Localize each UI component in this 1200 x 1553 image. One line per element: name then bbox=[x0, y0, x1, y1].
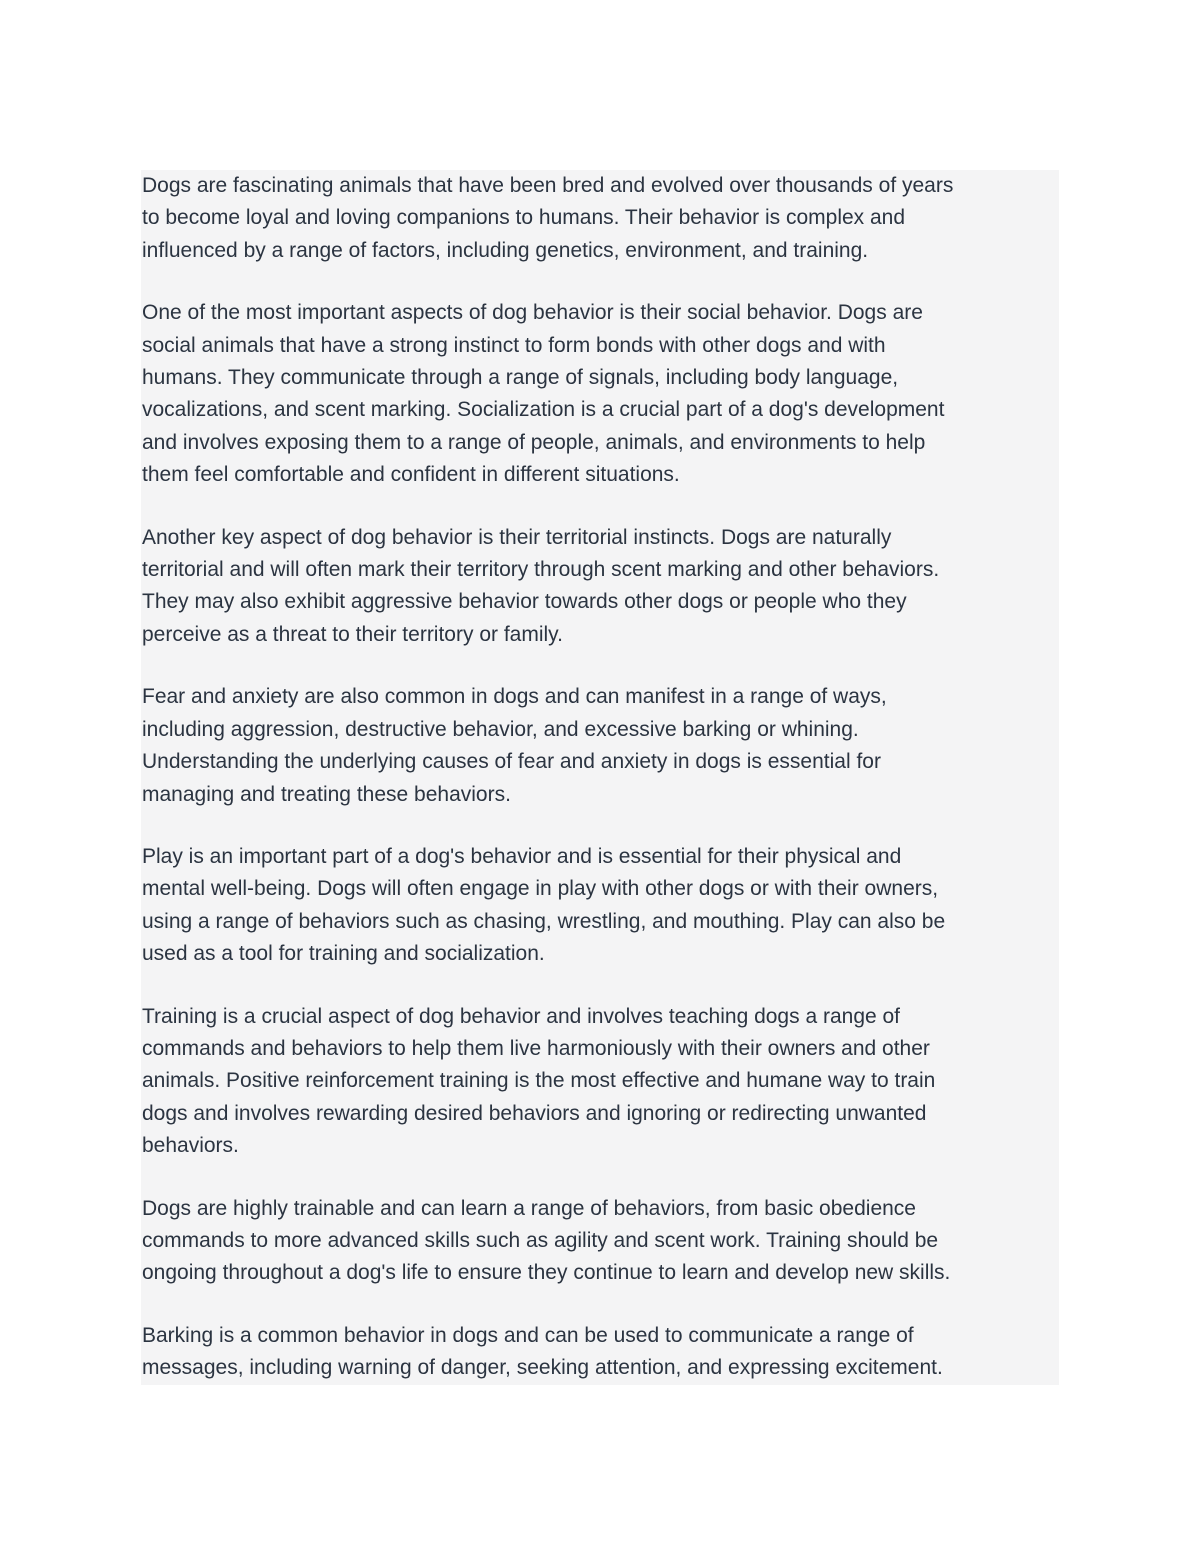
text-line: Another key aspect of dog behavior is their territorial instincts. Dogs are naturally bbox=[142, 525, 892, 549]
text-line: managing and treating these behaviors. bbox=[142, 782, 511, 806]
text-line: One of the most important aspects of dog behavior is their social behavior. Dogs are bbox=[142, 301, 923, 325]
text-line: commands and behaviors to help them live harmoniously with their owners and other bbox=[142, 1036, 930, 1060]
text-body bbox=[141, 170, 1059, 1385]
text-line: mental well-being. Dogs will often engage in play with other dogs or with their owners, bbox=[142, 877, 939, 901]
paragraph bbox=[142, 681, 1059, 811]
text-line: Play is an important part of a dog's behavior and is essential for their physical and bbox=[142, 844, 902, 868]
text-line: and involves exposing them to a range of people, animals, and environments to help bbox=[142, 430, 926, 454]
paragraph bbox=[142, 297, 1059, 491]
text-line: perceive as a threat to their territory or family. bbox=[142, 622, 563, 646]
text-line: animals. Positive reinforcement training is the most effective and humane way to train bbox=[142, 1069, 936, 1093]
paragraph bbox=[142, 841, 1059, 971]
text-line: Understanding the underlying causes of fear and anxiety in dogs is essential for bbox=[142, 750, 881, 774]
paragraph bbox=[142, 1320, 1059, 1385]
text-line: vocalizations, and scent marking. Socialization is a crucial part of a dog's development bbox=[142, 398, 945, 422]
text-line: dogs and involves rewarding desired behaviors and ignoring or redirecting unwanted bbox=[142, 1101, 927, 1125]
text-line: messages, including warning of danger, seeking attention, and expressing excitement. bbox=[142, 1356, 943, 1380]
paragraph bbox=[142, 1193, 1059, 1290]
text-line: Dogs are highly trainable and can learn a range of behaviors, from basic obedience bbox=[142, 1196, 916, 1220]
text-line: using a range of behaviors such as chasing, wrestling, and mouthing. Play can also be bbox=[142, 909, 946, 933]
text-line: Training is a crucial aspect of dog behavior and involves teaching dogs a range of bbox=[142, 1004, 901, 1028]
text-line: them feel comfortable and confident in different situations. bbox=[142, 463, 680, 487]
text-line: Barking is a common behavior in dogs and can be used to communicate a range of bbox=[142, 1323, 914, 1347]
text-line: Dogs are fascinating animals that have been bred and evolved over thousands of years bbox=[142, 174, 954, 197]
text-line: territorial and will often mark their territory through scent marking and other behaviors. bbox=[142, 558, 940, 582]
text-line: ongoing throughout a dog's life to ensure they continue to learn and develop new skills. bbox=[142, 1261, 951, 1285]
text-line: behaviors. bbox=[142, 1134, 239, 1158]
text-line: Fear and anxiety are also common in dogs and can manifest in a range of ways, bbox=[142, 685, 887, 709]
text-line: influenced by a range of factors, including genetics, environment, and training. bbox=[142, 238, 869, 262]
text-line: to become loyal and loving companions to humans. Their behavior is complex and bbox=[142, 206, 906, 230]
text-line: social animals that have a strong instinct to form bonds with other dogs and with bbox=[142, 333, 886, 357]
paragraph bbox=[142, 522, 1059, 652]
text-line: humans. They communicate through a range of signals, including body language, bbox=[142, 366, 899, 390]
text-line: used as a tool for training and socialization. bbox=[142, 942, 545, 966]
paragraph bbox=[142, 170, 1059, 267]
paragraph bbox=[142, 1001, 1059, 1163]
text-line: including aggression, destructive behavior, and excessive barking or whining. bbox=[142, 717, 859, 741]
text-line: They may also exhibit aggressive behavior towards other dogs or people who they bbox=[142, 590, 907, 614]
text-line: commands to more advanced skills such as agility and scent work. Training should be bbox=[142, 1228, 939, 1252]
